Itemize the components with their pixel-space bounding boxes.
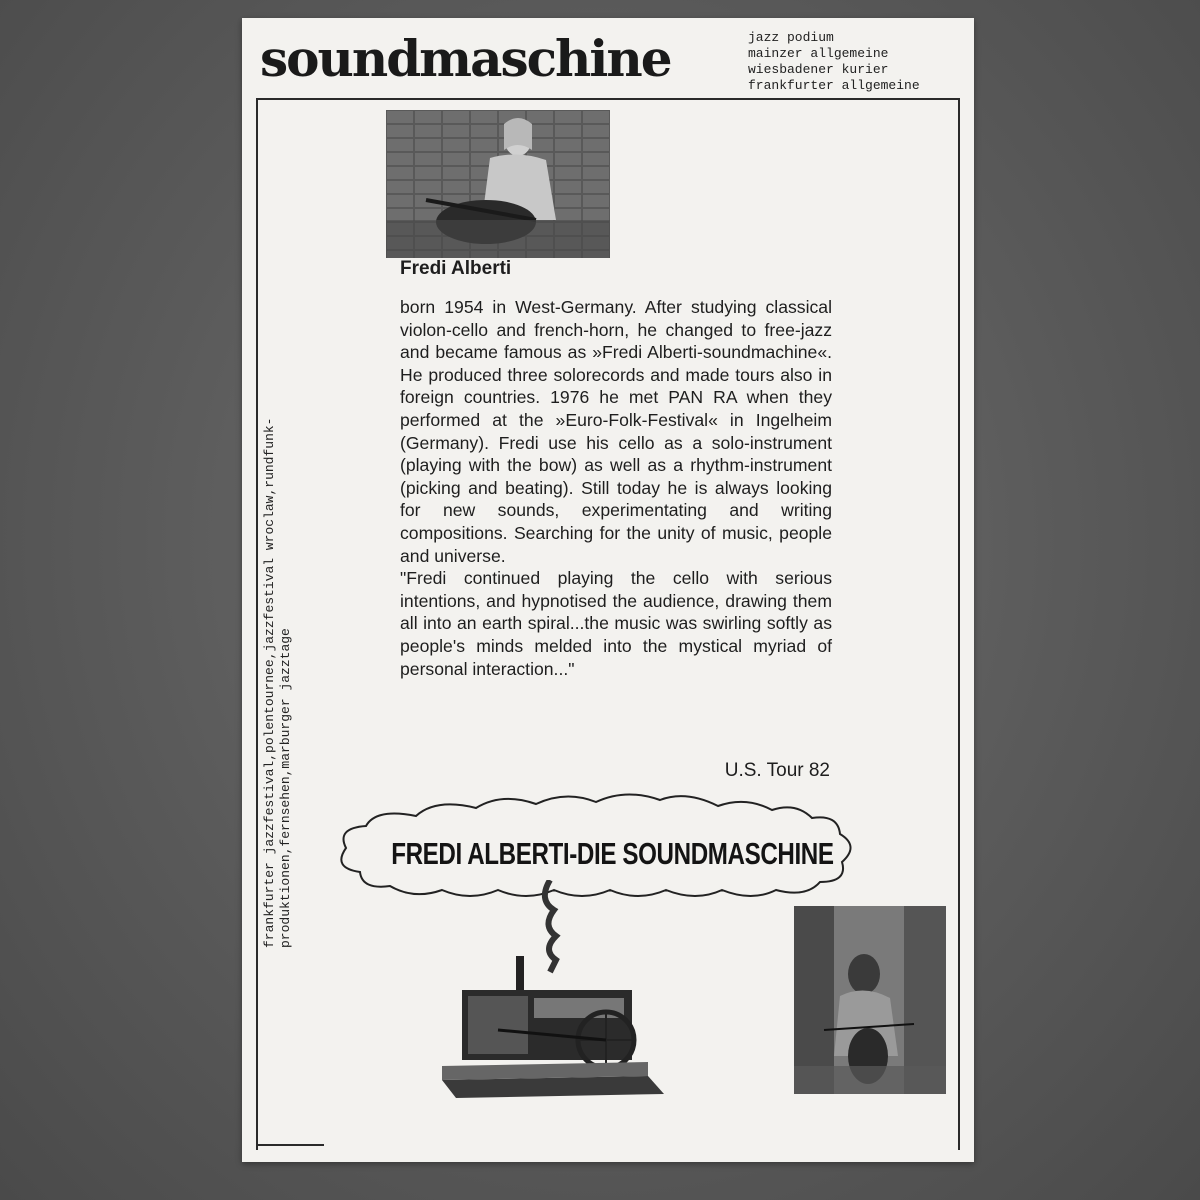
artist-name: Fredi Alberti bbox=[400, 258, 512, 279]
artist-bio bbox=[400, 296, 832, 680]
press-item: wiesbadener kurier bbox=[748, 62, 889, 77]
masthead-title: soundmaschine bbox=[260, 29, 671, 88]
quote-source: U.S. Tour 82 bbox=[724, 760, 830, 781]
press-list bbox=[748, 30, 920, 94]
press-item: frankfurter allgemeine bbox=[748, 78, 920, 93]
bio-text: born 1954 in West-Germany. After studying classical violon-cello and french-horn, he changed to free-jazz and became famous as »Fredi Alberti-soundmachine«. He produced three solorecords and made tours also in foreign countries. 1976 he met PAN RA when they performed at the »Euro-Folk-Festival« in Ingelheim (Germany). Fredi use his cello as a solo-instrument (playing with the bow) as well as a rhythm-instrument (picking and beating). Still today he is always looking for new sounds, experimentating and writing compositions. Searching for the unity of music, people and universe. bbox=[400, 297, 832, 566]
press-item: mainzer allgemeine bbox=[748, 46, 889, 61]
press-item: jazz podium bbox=[748, 30, 834, 45]
cellist-sitting-photo bbox=[794, 906, 946, 1094]
sidebar-line: frankfurter jazzfestival,polentournee,jazzfestival wroclaw,rundfunk- bbox=[262, 417, 277, 948]
flyer-sheet bbox=[242, 18, 974, 1162]
steam-engine-illustration bbox=[438, 880, 668, 1104]
frame-bottom-rule bbox=[256, 1144, 324, 1146]
press-quote: "Fredi continued playing the cello with serious intentions, and hypnotised the audience, drawing them all into an earth spiral...the music was swirling softly as people's minds melded into the mystical myriad of personal interaction..." bbox=[400, 568, 832, 679]
sidebar-line: produktionen,fernsehen,marburger jazztage bbox=[278, 628, 293, 948]
portrait-with-cello-photo bbox=[386, 110, 610, 258]
banner-title: FREDI ALBERTI-DIE SOUNDMASCHINE bbox=[391, 836, 834, 871]
vertical-sidebar-text bbox=[262, 328, 294, 948]
